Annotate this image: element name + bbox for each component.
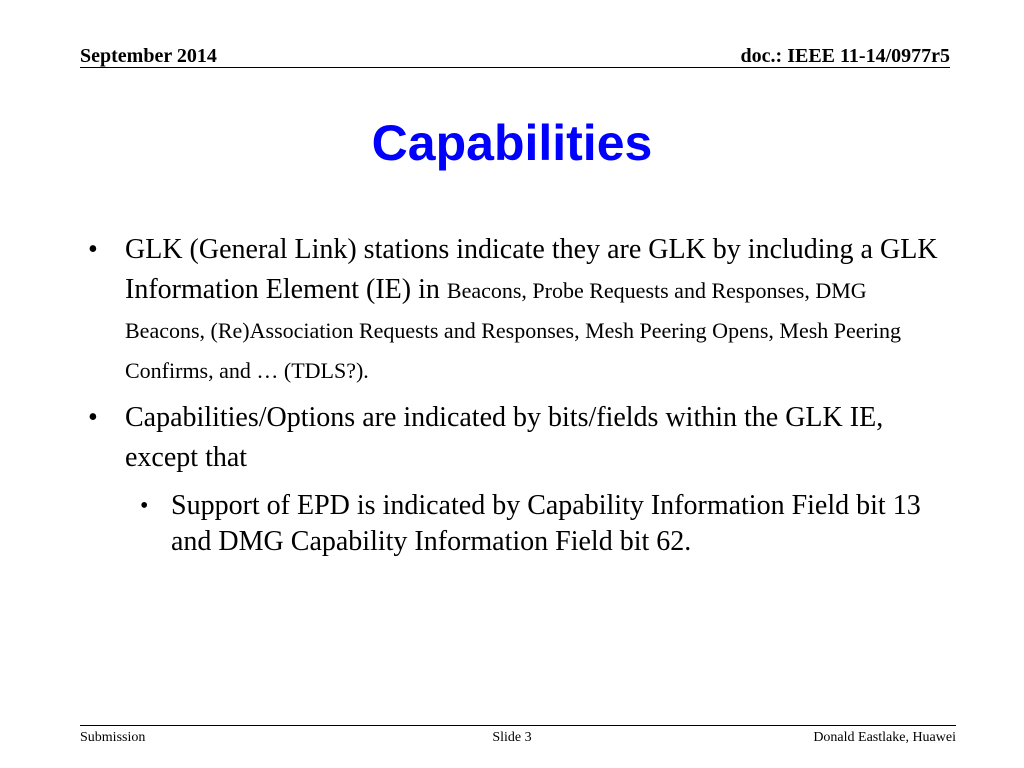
footer-slide-number: Slide 3 (492, 730, 532, 745)
bullet-text: GLK (General Link) stations indicate they are GLK by including a GLK Information Element (IE) in (125, 234, 938, 305)
slide-title: Capabilities (371, 115, 653, 171)
header-doc-id: doc.: IEEE 11-14/0977r5 (740, 45, 950, 67)
bullet-item (88, 230, 938, 390)
header-rule (80, 67, 950, 68)
sub-bullet-item (140, 488, 938, 560)
sub-bullet-text: Support of EPD is indicated by Capability Information Field bit 13 and DMG Capability Information Field bit 62. (171, 490, 921, 557)
bullet-marker: • (88, 234, 98, 265)
bullet-text-small: Beacons, Probe Requests and Responses, DMG Beacons, (Re)Association Requests and Responses, Mesh Peering Opens, Mesh Peering Confirms, and … (TDLS?). (125, 278, 901, 383)
footer-rule (80, 725, 956, 726)
footer-submission: Submission (80, 730, 146, 745)
footer-author: Donald Eastlake, Huawei (813, 730, 956, 745)
sub-bullet-marker: • (140, 493, 149, 519)
slide-body (88, 230, 938, 560)
bullet-text: Capabilities/Options are indicated by bits/fields within the GLK IE, except that (125, 402, 884, 473)
header-date: September 2014 (80, 45, 217, 67)
bullet-item (88, 398, 938, 478)
bullet-marker: • (88, 402, 98, 433)
